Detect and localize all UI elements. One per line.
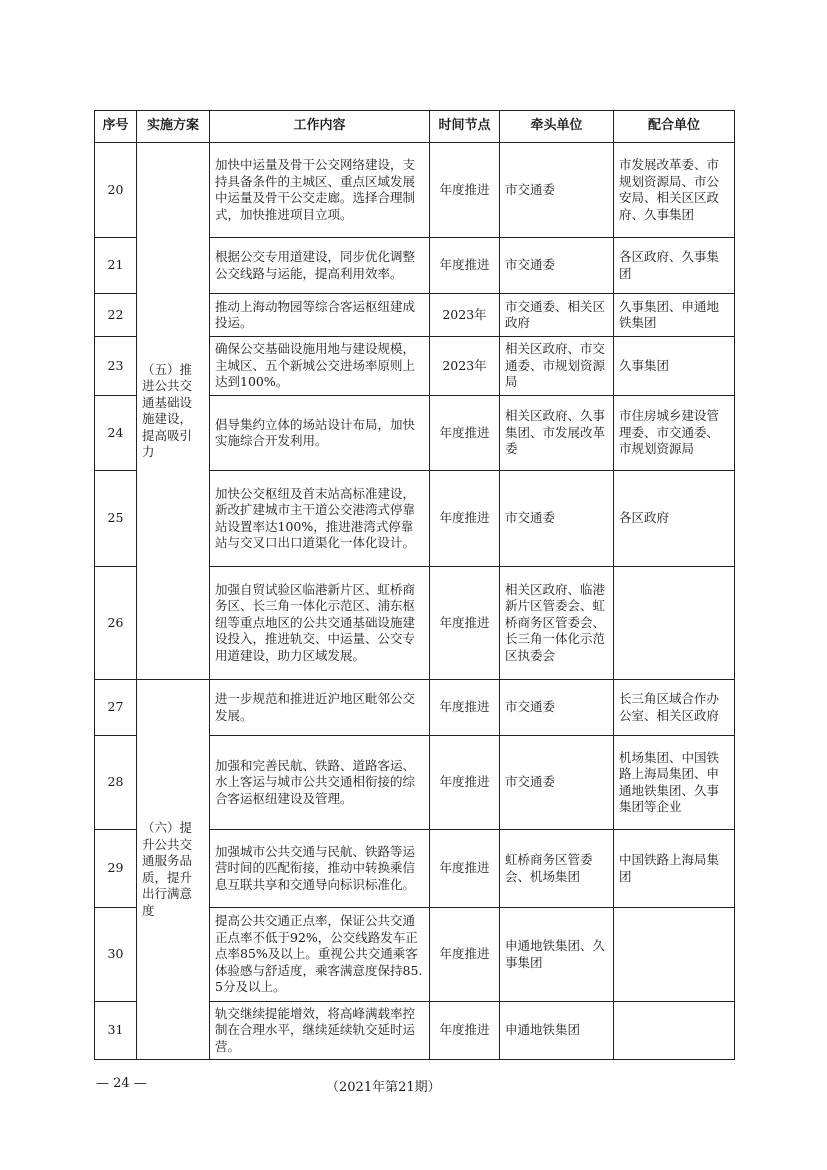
row-number: 27 xyxy=(95,680,137,736)
coop-unit: 各区政府 xyxy=(614,471,735,567)
table-row xyxy=(95,680,735,736)
coop-unit: 机场集团、中国铁路上海局集团、申通地铁集团、久事集团等企业 xyxy=(614,736,735,830)
work-content: 推动上海动物园等综合客运枢纽建成投运。 xyxy=(210,294,430,337)
coop-unit: 久事集团、申通地铁集团 xyxy=(614,294,735,337)
row-number: 31 xyxy=(95,1002,137,1060)
row-number: 29 xyxy=(95,830,137,908)
coop-unit: 各区政府、久事集团 xyxy=(614,238,735,294)
time-node: 年度推进 xyxy=(430,736,500,830)
lead-unit: 申通地铁集团 xyxy=(500,1002,614,1060)
issue-label: （2021年第21期） xyxy=(326,1080,441,1095)
coop-unit: 久事集团 xyxy=(614,337,735,396)
work-content: 确保公交基础设施用地与建设规模，主城区、五个新城公交进场率原则上达到100%。 xyxy=(210,337,430,396)
lead-unit: 市交通委、相关区政府 xyxy=(500,294,614,337)
header-lead-unit: 牵头单位 xyxy=(500,111,614,143)
coop-unit: 中国铁路上海局集团 xyxy=(614,830,735,908)
header-time: 时间节点 xyxy=(430,111,500,143)
coop-unit: 市发展改革委、市规划资源局、市公安局、相关区区政府、久事集团 xyxy=(614,143,735,238)
lead-unit: 相关区政府、市交通委、市规划资源局 xyxy=(500,337,614,396)
row-number: 24 xyxy=(95,396,137,471)
work-content: 进一步规范和推进近沪地区毗邻公交发展。 xyxy=(210,680,430,736)
time-node: 年度推进 xyxy=(430,396,500,471)
time-node: 年度推进 xyxy=(430,143,500,238)
coop-unit xyxy=(614,1002,735,1060)
header-plan: 实施方案 xyxy=(137,111,210,143)
lead-unit: 相关区政府、久事集团、市发展改革委 xyxy=(500,396,614,471)
work-content: 加强城市公共交通与民航、铁路等运营时间的匹配衔接，推动中转换乘信息互联共享和交通导向标识标准化。 xyxy=(210,830,430,908)
header-num: 序号 xyxy=(95,111,137,143)
row-number: 25 xyxy=(95,471,137,567)
lead-unit: 市交通委 xyxy=(500,471,614,567)
lead-unit: 虹桥商务区管委会、机场集团 xyxy=(500,830,614,908)
time-node: 年度推进 xyxy=(430,471,500,567)
work-content: 加快公交枢纽及首末站高标准建设，新改扩建城市主干道公交港湾式停靠站设置率达100%，推进港湾式停靠站与交叉口出口道渠化一体化设计。 xyxy=(210,471,430,567)
time-node: 年度推进 xyxy=(430,830,500,908)
lead-unit: 市交通委 xyxy=(500,736,614,830)
header-content: 工作内容 xyxy=(210,111,430,143)
work-content: 倡导集约立体的场站设计布局，加快实施综合开发利用。 xyxy=(210,396,430,471)
row-number: 30 xyxy=(95,908,137,1002)
row-number: 21 xyxy=(95,238,137,294)
time-node: 年度推进 xyxy=(430,567,500,680)
lead-unit: 相关区政府、临港新片区管委会、虹桥商务区管委会、长三角一体化示范区执委会 xyxy=(500,567,614,680)
work-content: 轨交继续提能增效，将高峰满载率控制在合理水平，继续延续轨交延时运营。 xyxy=(210,1002,430,1060)
plan-group-cell: （五）推进公共交通基础设施建设，提高吸引力 xyxy=(137,143,210,680)
work-content: 加强自贸试验区临港新片区、虹桥商务区、长三角一体化示范区、浦东枢纽等重点地区的公共交通基础设施建设投入，推进轨交、中运量、公交专用道建设，助力区域发展。 xyxy=(210,567,430,680)
table-header-row xyxy=(95,111,735,143)
row-number: 20 xyxy=(95,143,137,238)
lead-unit: 申通地铁集团、久事集团 xyxy=(500,908,614,1002)
work-content: 加强和完善民航、铁路、道路客运、水上客运与城市公共交通相衔接的综合客运枢纽建设及管理。 xyxy=(210,736,430,830)
lead-unit: 市交通委 xyxy=(500,680,614,736)
coop-unit: 市住房城乡建设管理委、市交通委、市规划资源局 xyxy=(614,396,735,471)
time-node: 年度推进 xyxy=(430,238,500,294)
work-content: 加快中运量及骨干公交网络建设，支持具备条件的主城区、重点区域发展中运量及骨干公交走廊。选择合理制式，加快推进项目立项。 xyxy=(210,143,430,238)
time-node: 年度推进 xyxy=(430,908,500,1002)
coop-unit: 长三角区域合作办公室、相关区政府 xyxy=(614,680,735,736)
work-content: 根据公交专用道建设，同步优化调整公交线路与运能，提高利用效率。 xyxy=(210,238,430,294)
time-node: 2023年 xyxy=(430,337,500,396)
time-node: 年度推进 xyxy=(430,1002,500,1060)
lead-unit: 市交通委 xyxy=(500,143,614,238)
row-number: 26 xyxy=(95,567,137,680)
coop-unit xyxy=(614,908,735,1002)
row-number: 23 xyxy=(95,337,137,396)
work-content: 提高公共交通正点率，保证公共交通正点率不低于92%，公交线路发车正点率85%及以上。重视公共交通乘客体验感与舒适度，乘客满意度保持85.5分及以上。 xyxy=(210,908,430,1002)
table-row xyxy=(95,143,735,238)
time-node: 年度推进 xyxy=(430,680,500,736)
row-number: 22 xyxy=(95,294,137,337)
row-number: 28 xyxy=(95,736,137,830)
plan-group-cell: （六）提升公共交通服务品质，提升出行满意度 xyxy=(137,680,210,1060)
header-coop-unit: 配合单位 xyxy=(614,111,735,143)
work-plan-table xyxy=(94,110,735,1060)
coop-unit xyxy=(614,567,735,680)
page-number: — 24 — xyxy=(96,1076,147,1091)
time-node: 2023年 xyxy=(430,294,500,337)
lead-unit: 市交通委 xyxy=(500,238,614,294)
